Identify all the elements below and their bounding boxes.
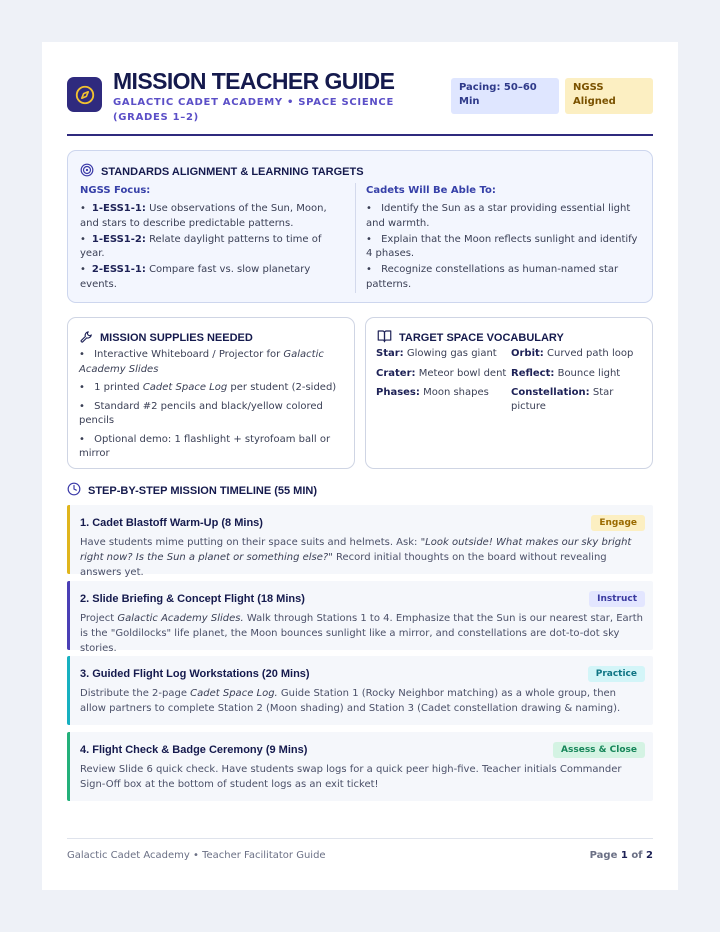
page-content (42, 42, 678, 890)
vocabulary-heading-text: TARGET SPACE VOCABULARY (399, 331, 564, 344)
step-title: 2. Slide Briefing & Concept Flight (18 Mins) (80, 593, 305, 605)
step-description: Project Galactic Academy Slides. Walk through Stations 1 to 4. Emphasize that the Sun is our nearest star, Earth is the "Goldilocks" life planet, the Moon bounces sunlight like a mirror, and constellations are dot-to-dot sky stories. (80, 613, 644, 654)
supplies-heading (79, 329, 253, 346)
step-tag: Engage (591, 515, 645, 531)
step-tag: Instruct (589, 591, 645, 607)
list-item: • Standard #2 pencils and black/yellow colored pencils (79, 400, 323, 426)
standards-heading-text: STANDARDS ALIGNMENT & LEARNING TARGETS (101, 165, 364, 178)
vocab-term: Orbit: Curved path loop (511, 348, 634, 359)
timeline-step (67, 656, 653, 725)
step-title: 3. Guided Flight Log Workstations (20 Mins) (80, 668, 310, 680)
page-title: MISSION TEACHER GUIDE (113, 68, 395, 94)
timeline-step (67, 505, 653, 578)
footer-divider (67, 838, 653, 839)
vocab-term: Phases: Moon shapes (376, 387, 489, 398)
clock-icon (67, 482, 81, 499)
list-item: • Recognize constellations as human-named star patterns. (366, 264, 619, 290)
target-icon (80, 163, 94, 180)
step-title: 4. Flight Check & Badge Ceremony (9 Mins) (80, 744, 308, 756)
list-item: • Explain that the Moon reflects sunlight and identify 4 phases. (366, 233, 638, 259)
pacing-badge: Pacing: 50–60 Min (451, 78, 559, 114)
standards-heading (80, 163, 364, 180)
supplies-card (67, 317, 355, 469)
ngss-badge: NGSS Aligned (565, 78, 653, 114)
book-icon (377, 329, 392, 346)
list-item: • Optional demo: 1 flashlight + styrofoam ball or mirror (79, 433, 331, 459)
timeline-step (67, 732, 653, 801)
list-item: • 1 printed Cadet Space Log per student (2-sided) (79, 382, 337, 393)
step-tag: Assess & Close (553, 742, 645, 758)
column-divider (355, 183, 356, 293)
vocabulary-heading (377, 329, 564, 346)
wrench-icon (79, 329, 93, 346)
ngss-focus-list (80, 202, 348, 294)
list-item: • 1-ESS1-1: Use observations of the Sun, Moon, and stars to describe predictable patterns. (80, 203, 327, 229)
supplies-list (79, 348, 347, 463)
timeline-heading-text: STEP-BY-STEP MISSION TIMELINE (55 MIN) (88, 484, 317, 497)
step-description: Have students mime putting on their space suits and helmets. Ask: "Look outside! What makes our sky bright right now? Is the Sun a planet or something else?" Record initial thoughts on the board without revealing answers yet. (80, 537, 632, 578)
vocabulary-card (365, 317, 653, 469)
cadets-able-list (366, 202, 644, 294)
step-tag: Practice (588, 666, 645, 682)
supplies-heading-text: MISSION SUPPLIES NEEDED (100, 331, 253, 344)
timeline-step (67, 581, 653, 654)
step-title: 1. Cadet Blastoff Warm-Up (8 Mins) (80, 517, 263, 529)
step-description: Distribute the 2-page Cadet Space Log. Guide Station 1 (Rocky Neighbor matching) as a whole group, then allow partners to complete Station 2 (Moon shading) and Station 3 (Cadet constellation drawing & naming). (80, 688, 621, 714)
list-item: • Interactive Whiteboard / Projector for Galactic Academy Slides (79, 349, 324, 375)
step-description: Review Slide 6 quick check. Have students swap logs for a quick peer high-five. Teacher initials Commander Sign-Off box at the bottom of student logs as an exit ticket! (80, 764, 622, 790)
vocab-term: Reflect: Bounce light (511, 367, 621, 379)
page-number: Page 1 of 2 (589, 850, 653, 861)
ngss-focus-heading: NGSS Focus: (80, 185, 151, 196)
vocab-term: Star: Glowing gas giant (376, 348, 497, 359)
timeline-heading (67, 482, 317, 499)
list-item: • 2-ESS1-1: Compare fast vs. slow planetary events. (80, 264, 311, 290)
vocab-term: Constellation: Star picture (511, 387, 614, 412)
vocabulary-grid (376, 347, 651, 414)
page-subtitle: GALACTIC CADET ACADEMY • SPACE SCIENCE (GRADES 1–2) (113, 97, 395, 123)
list-item: • 1-ESS1-2: Relate daylight patterns to time of year. (80, 233, 322, 259)
standards-card (67, 150, 653, 303)
list-item: • Identify the Sun as a star providing essential light and warmth. (366, 203, 631, 229)
footer-text: Galactic Cadet Academy • Teacher Facilitator Guide (67, 850, 326, 861)
vocab-term: Crater: Meteor bowl dent (376, 367, 507, 379)
cadets-able-heading: Cadets Will Be Able To: (366, 185, 496, 196)
